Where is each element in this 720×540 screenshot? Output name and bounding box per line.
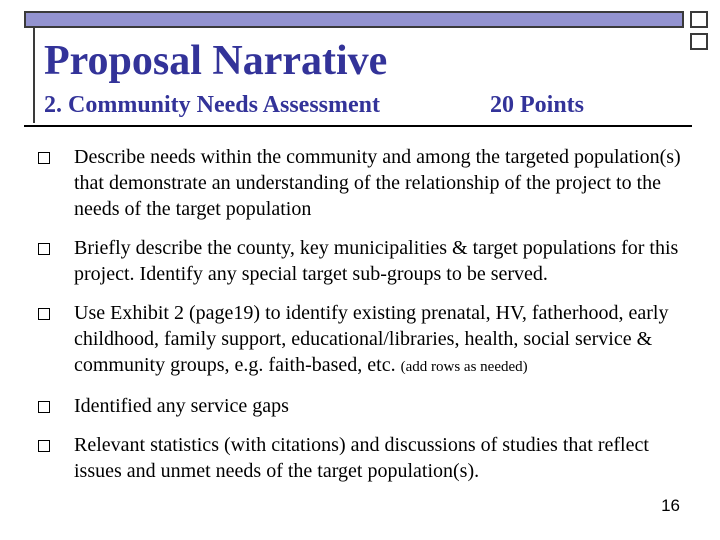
- decorative-top-bar: [24, 11, 684, 28]
- square-bullet-icon: [38, 152, 50, 164]
- decorative-corner-box: [690, 11, 708, 28]
- bullet-item: [0, 432, 720, 484]
- decorative-corner-box-lower: [690, 33, 708, 50]
- square-bullet-icon: [38, 440, 50, 452]
- bullet-text: Use Exhibit 2 (page19) to identify existing prenatal, HV, fatherhood, early childhood, family support, educational/libraries, health, social service & community groups, e.g. faith-based, etc.: [74, 302, 669, 376]
- bullet-text: Relevant statistics (with citations) and discussions of studies that reflect issues and unmet needs of the target population(s).: [74, 434, 649, 482]
- bullet-list: [0, 144, 720, 497]
- bullet-text: Identified any service gaps: [74, 395, 289, 417]
- points-label: 20 Points: [490, 92, 585, 118]
- square-bullet-icon: [38, 243, 50, 255]
- bullet-item: [0, 393, 720, 419]
- bullet-note: (add rows as needed): [400, 359, 528, 375]
- bullet-item: [0, 235, 720, 287]
- section-subtitle: 2. Community Needs Assessment: [44, 92, 380, 118]
- slide-title: Proposal Narrative: [44, 38, 388, 84]
- bullet-text: Briefly describe the county, key municipalities & target populations for this project. Identify any special target sub-groups to be served.: [74, 237, 679, 285]
- bullet-item: [0, 144, 720, 222]
- page-number: 16: [661, 496, 680, 515]
- bullet-item: [0, 300, 720, 380]
- bullet-text: Describe needs within the community and among the targeted population(s) that demonstrate an understanding of the relationship of the project to the needs of the target population: [74, 146, 681, 220]
- decorative-vertical-line: [33, 28, 35, 123]
- square-bullet-icon: [38, 308, 50, 320]
- title-divider: [24, 125, 692, 127]
- square-bullet-icon: [38, 401, 50, 413]
